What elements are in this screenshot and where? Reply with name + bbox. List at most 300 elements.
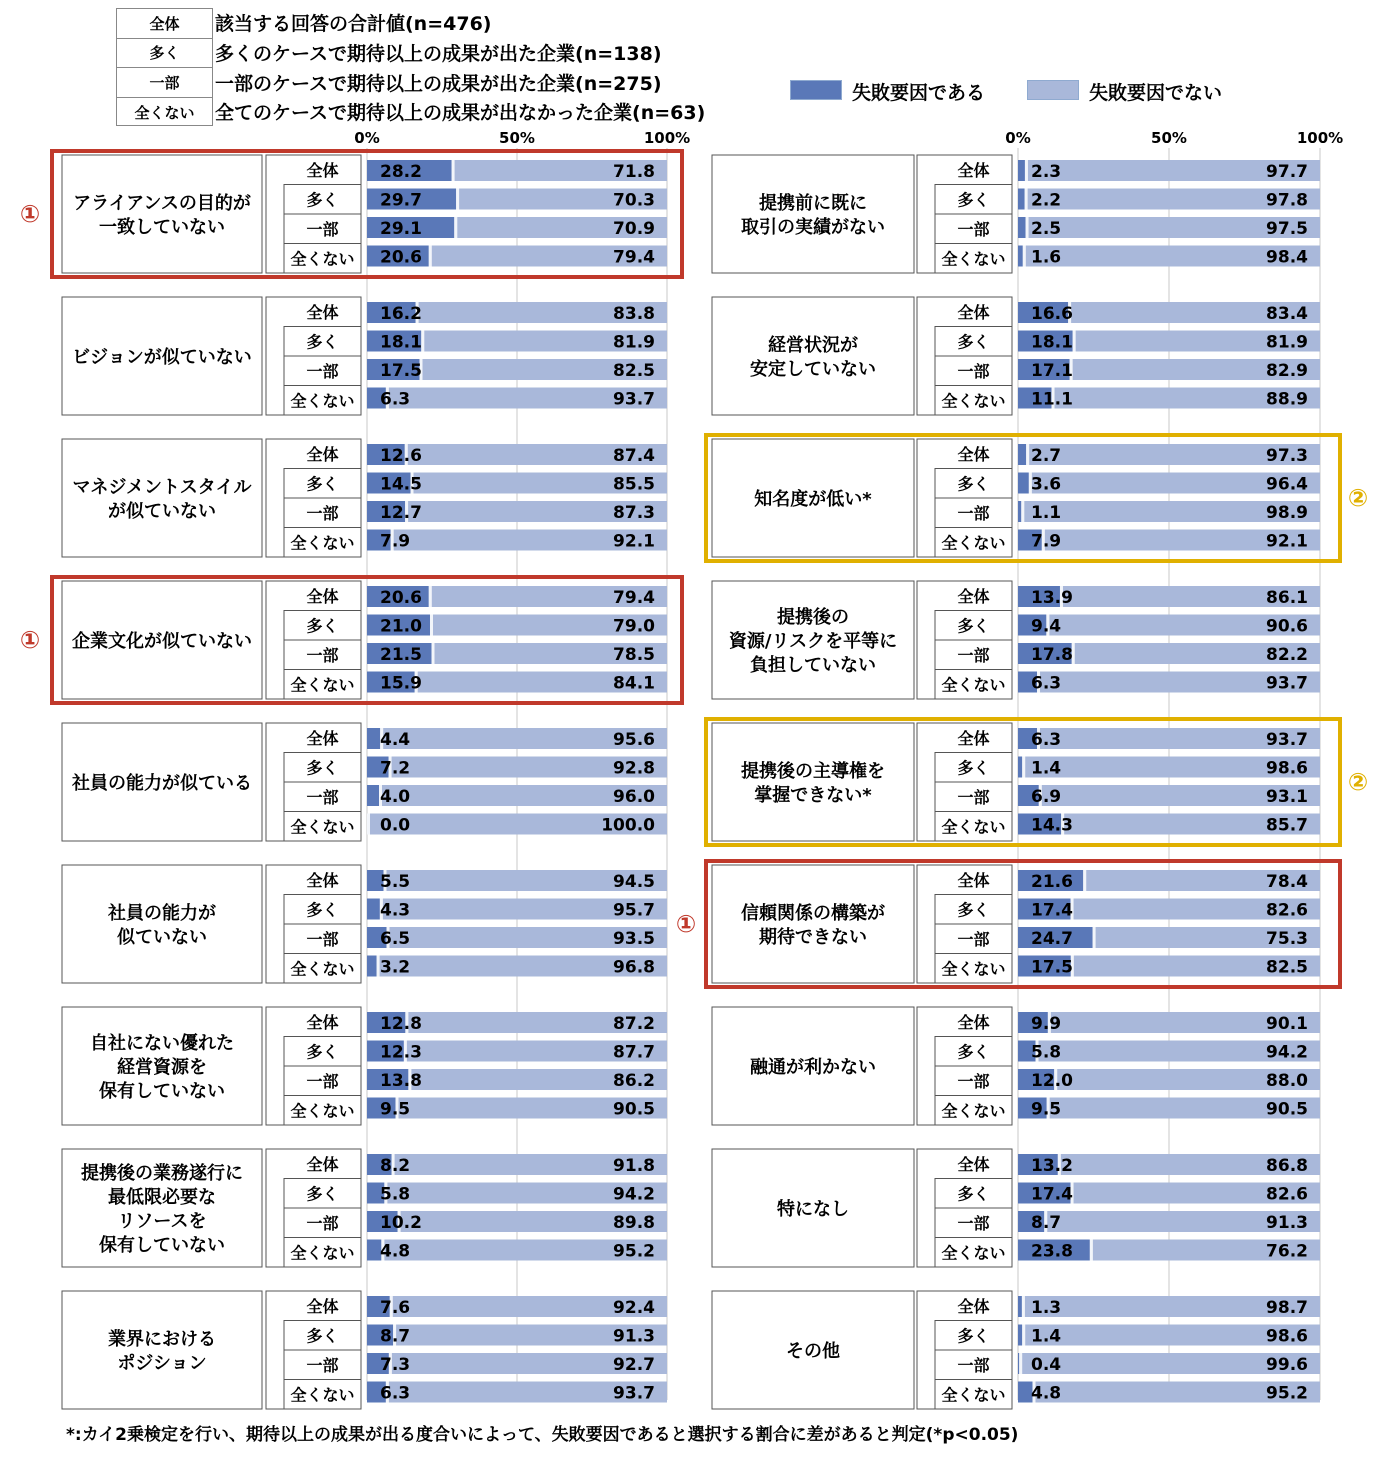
data-label-not-factor: 90.1	[1266, 1014, 1308, 1034]
group-label-0: 全体	[306, 729, 339, 748]
data-label-not-factor: 89.8	[613, 1213, 655, 1233]
data-label-not-factor: 79.4	[613, 247, 655, 268]
group-label-1: 多く	[957, 758, 990, 778]
data-label-is-factor: 4.0	[380, 787, 411, 807]
group-label-3: 全くない	[290, 675, 355, 695]
bar-divider	[1093, 927, 1096, 948]
panel-label-line: 期待できない	[759, 927, 867, 948]
group-label-2: 一部	[957, 1214, 990, 1233]
group-label-3: 全くない	[941, 817, 1006, 837]
panel-label-line: 提携前に既に	[759, 193, 867, 214]
data-label-not-factor: 82.9	[1266, 361, 1308, 381]
group-label-1: 多く	[957, 1042, 990, 1062]
data-label-not-factor: 93.7	[1266, 730, 1308, 750]
data-label-not-factor: 95.6	[613, 730, 655, 750]
data-label-is-factor: 21.6	[1031, 872, 1073, 892]
data-label-not-factor: 92.1	[613, 531, 655, 552]
data-label-is-factor: 8.7	[1031, 1213, 1062, 1233]
panel-label-box	[712, 297, 914, 415]
data-label-not-factor: 94.2	[1266, 1042, 1308, 1063]
group-label-3: 全くない	[941, 675, 1006, 695]
data-label-is-factor: 24.7	[1031, 929, 1073, 949]
group-label-1: 多く	[957, 900, 990, 920]
group-label-0: 全体	[306, 587, 339, 606]
panel-label-box	[712, 723, 914, 841]
data-label-is-factor: 5.8	[380, 1184, 411, 1205]
data-label-is-factor: 7.3	[380, 1355, 411, 1375]
data-label-not-factor: 86.1	[1266, 588, 1308, 608]
group-label-1: 多く	[957, 1326, 990, 1346]
panel-label-box	[712, 155, 914, 273]
data-label-not-factor: 90.6	[1266, 616, 1308, 637]
data-label-not-factor: 97.8	[1266, 190, 1308, 211]
panel-label-line: 自社にない優れた	[90, 1033, 234, 1054]
data-label-not-factor: 97.3	[1266, 446, 1308, 466]
data-label-not-factor: 83.4	[1266, 304, 1308, 324]
group-label-0: 全体	[957, 729, 990, 748]
panel-label-line: ビジョンが似ていない	[72, 347, 252, 368]
x-tick-label-0-100: 100%	[643, 129, 691, 147]
group-label-3: 全くない	[941, 1385, 1006, 1405]
data-label-not-factor: 87.4	[613, 446, 655, 466]
group-label-2: 一部	[306, 1072, 339, 1091]
group-label-1: 多く	[306, 332, 339, 352]
group-label-2: 一部	[306, 788, 339, 807]
data-label-is-factor: 8.7	[380, 1326, 411, 1347]
group-label-2: 一部	[957, 504, 990, 523]
group-label-0: 全体	[306, 1013, 339, 1032]
data-label-not-factor: 75.3	[1266, 929, 1308, 949]
data-label-is-factor: 17.8	[1031, 645, 1073, 665]
bar-is-factor	[1018, 1353, 1019, 1374]
data-label-is-factor: 9.9	[1031, 1014, 1062, 1034]
bar-divider	[429, 586, 432, 607]
data-label-is-factor: 13.2	[1031, 1156, 1073, 1176]
x-tick-label-0-50: 50%	[499, 129, 535, 147]
panel-label-line: マネジメントスタイル	[72, 477, 252, 498]
data-label-is-factor: 6.3	[380, 389, 411, 410]
group-label-1: 多く	[306, 758, 339, 778]
data-label-not-factor: 94.5	[613, 872, 655, 892]
group-label-0: 全体	[957, 1013, 990, 1032]
x-tick-label-0-0: 0%	[354, 129, 380, 147]
group-label-0: 全体	[957, 587, 990, 606]
data-label-is-factor: 29.7	[380, 190, 422, 211]
data-label-is-factor: 18.1	[1031, 332, 1073, 353]
panel-label-line: 特になし	[777, 1199, 849, 1220]
group-label-0: 全体	[306, 1155, 339, 1174]
data-label-is-factor: 11.1	[1031, 389, 1073, 410]
data-label-not-factor: 85.7	[1266, 815, 1308, 836]
data-label-is-factor: 16.6	[1031, 304, 1073, 324]
data-label-is-factor: 0.0	[380, 815, 411, 836]
x-tick-label-1-0: 0%	[1005, 129, 1031, 147]
bar-is-factor	[367, 899, 380, 920]
group-label-2: 一部	[306, 1356, 339, 1375]
data-label-not-factor: 87.2	[613, 1014, 655, 1034]
panel-label-box	[62, 155, 262, 273]
group-label-2: 一部	[306, 646, 339, 665]
bar-divider	[1026, 444, 1029, 465]
bar-is-factor	[1018, 501, 1021, 522]
data-label-not-factor: 100.0	[601, 815, 655, 836]
data-label-is-factor: 3.6	[1031, 474, 1062, 495]
bar-divider	[452, 160, 455, 181]
data-label-is-factor: 12.0	[1031, 1071, 1073, 1091]
x-tick-label-1-50: 50%	[1151, 129, 1187, 147]
panel-label-line: 社員の能力が	[108, 903, 216, 924]
group-label-0: 全体	[306, 445, 339, 464]
significance-mark: ①	[675, 910, 697, 938]
data-label-is-factor: 7.9	[380, 531, 411, 552]
bar-is-factor	[1018, 160, 1025, 181]
data-label-is-factor: 23.8	[1031, 1241, 1073, 1262]
data-label-is-factor: 20.6	[380, 588, 422, 608]
legend-desc-total: 該当する回答の合計値(n=476)	[215, 13, 492, 35]
panel-label-line: 負担していない	[750, 655, 876, 676]
group-label-1: 多く	[957, 616, 990, 636]
data-label-not-factor: 98.9	[1266, 503, 1308, 523]
data-label-is-factor: 4.8	[380, 1241, 411, 1262]
data-label-not-factor: 98.4	[1266, 247, 1308, 268]
data-label-not-factor: 90.5	[613, 1099, 655, 1120]
data-label-not-factor: 92.4	[613, 1298, 655, 1318]
data-label-not-factor: 82.6	[1266, 900, 1308, 921]
data-label-not-factor: 93.7	[613, 1383, 655, 1404]
group-label-1: 多く	[306, 190, 339, 210]
legend-label-is-factor: 失敗要因である	[852, 82, 986, 104]
panel-label-line: 社員の能力が似ている	[72, 773, 252, 794]
bar-divider	[1022, 1296, 1025, 1317]
bar-divider	[1023, 246, 1026, 267]
data-label-is-factor: 0.4	[1031, 1355, 1062, 1375]
data-label-not-factor: 94.2	[613, 1184, 655, 1205]
panel-label-line: アライアンスの目的が	[73, 193, 251, 214]
footnote: *:カイ2乗検定を行い、期待以上の成果が出る度合いによって、失敗要因であると選択する割合に差があると判定(*p<0.05)	[66, 1425, 1019, 1445]
bar-is-factor	[1018, 444, 1026, 465]
group-label-0: 全体	[306, 871, 339, 890]
panel-label-line: 保有していない	[99, 1235, 225, 1256]
panel-label-line: 業界における	[108, 1329, 216, 1350]
data-label-not-factor: 70.3	[613, 190, 655, 211]
group-label-2: 一部	[306, 1214, 339, 1233]
data-label-is-factor: 13.8	[380, 1071, 422, 1091]
data-label-is-factor: 4.8	[1031, 1383, 1062, 1404]
group-label-3: 全くない	[290, 249, 355, 269]
group-label-3: 全くない	[941, 533, 1006, 553]
bar-is-factor	[1018, 217, 1026, 238]
data-label-is-factor: 28.2	[380, 162, 422, 182]
group-label-2: 一部	[957, 362, 990, 381]
bar-divider	[454, 217, 457, 238]
data-label-not-factor: 88.9	[1266, 389, 1308, 410]
bar-is-factor	[1018, 189, 1025, 210]
panel-label-line: が似ていない	[108, 501, 216, 522]
data-label-not-factor: 79.0	[613, 616, 655, 637]
group-label-0: 全体	[957, 871, 990, 890]
group-label-1: 多く	[306, 1042, 339, 1062]
panel-label-line: 掌握できない*	[754, 785, 872, 806]
data-label-not-factor: 86.8	[1266, 1156, 1308, 1176]
group-label-0: 全体	[306, 303, 339, 322]
bar-is-factor	[1018, 1325, 1022, 1346]
group-label-3: 全くない	[290, 817, 355, 837]
group-label-2: 一部	[957, 1356, 990, 1375]
data-label-is-factor: 1.4	[1031, 758, 1062, 779]
data-label-is-factor: 17.4	[1031, 900, 1073, 921]
data-label-is-factor: 6.9	[1031, 787, 1062, 807]
group-label-1: 多く	[306, 1326, 339, 1346]
bar-divider	[1026, 217, 1029, 238]
data-label-is-factor: 13.9	[1031, 588, 1073, 608]
data-label-is-factor: 7.9	[1031, 531, 1062, 552]
panel-label-line: 経営資源を	[117, 1057, 207, 1078]
data-label-is-factor: 12.8	[380, 1014, 422, 1034]
data-label-not-factor: 98.7	[1266, 1298, 1308, 1318]
data-label-not-factor: 91.3	[613, 1326, 655, 1347]
group-label-2: 一部	[957, 646, 990, 665]
group-label-1: 多く	[957, 190, 990, 210]
x-tick-label-1-100: 100%	[1296, 129, 1344, 147]
data-label-is-factor: 3.2	[380, 957, 411, 978]
data-label-not-factor: 99.6	[1266, 1355, 1308, 1375]
panel-label-line: 知名度が低い*	[754, 489, 872, 510]
data-label-not-factor: 82.5	[1266, 957, 1308, 978]
panel-label-line: 一致していない	[99, 217, 225, 238]
bar-divider	[1025, 160, 1028, 181]
group-label-0: 全体	[957, 161, 990, 180]
data-label-not-factor: 70.9	[613, 219, 655, 239]
data-label-is-factor: 17.1	[1031, 361, 1073, 381]
group-label-1: 多く	[957, 332, 990, 352]
data-label-not-factor: 78.4	[1266, 872, 1308, 892]
data-label-is-factor: 20.6	[380, 247, 422, 268]
group-label-0: 全体	[957, 303, 990, 322]
group-label-2: 一部	[957, 220, 990, 239]
data-label-is-factor: 1.6	[1031, 247, 1062, 268]
data-label-is-factor: 1.1	[1031, 503, 1062, 523]
significance-mark: ①	[19, 200, 41, 228]
data-label-not-factor: 96.4	[1266, 474, 1308, 495]
group-label-2: 一部	[957, 930, 990, 949]
data-label-is-factor: 1.4	[1031, 1326, 1062, 1347]
group-label-1: 多く	[306, 474, 339, 494]
data-label-not-factor: 83.8	[613, 304, 655, 324]
data-label-not-factor: 96.8	[613, 957, 655, 978]
data-label-is-factor: 17.5	[1031, 957, 1073, 978]
data-label-is-factor: 6.5	[380, 929, 411, 949]
bar-divider	[1083, 870, 1086, 891]
group-label-3: 全くない	[290, 959, 355, 979]
group-label-2: 一部	[306, 220, 339, 239]
bar-divider	[1021, 501, 1024, 522]
data-label-not-factor: 95.2	[1266, 1383, 1308, 1404]
group-label-1: 多く	[957, 1184, 990, 1204]
group-label-0: 全体	[306, 161, 339, 180]
data-label-not-factor: 93.5	[613, 929, 655, 949]
data-label-not-factor: 95.2	[613, 1241, 655, 1262]
data-label-is-factor: 12.3	[380, 1042, 422, 1063]
bar-divider	[1025, 189, 1028, 210]
significance-mark: ②	[1347, 768, 1369, 796]
data-label-is-factor: 9.5	[1031, 1099, 1062, 1120]
panel-label-line: 提携後の	[777, 607, 849, 628]
panel-label-line: 最低限必要な	[108, 1187, 216, 1208]
bar-is-factor	[1018, 1296, 1022, 1317]
data-label-is-factor: 17.5	[380, 361, 422, 381]
data-label-is-factor: 6.3	[1031, 673, 1062, 694]
data-label-is-factor: 6.3	[380, 1383, 411, 1404]
panel-label-line: リソースを	[117, 1211, 207, 1232]
panel-label-box	[712, 865, 914, 983]
panel-label-line: 提携後の業務遂行に	[81, 1163, 243, 1184]
data-label-not-factor: 96.0	[613, 787, 655, 807]
data-label-not-factor: 78.5	[613, 645, 655, 665]
data-label-is-factor: 2.7	[1031, 446, 1062, 466]
bar-is-factor	[1018, 473, 1029, 494]
panel-label-line: 経営状況が	[768, 335, 858, 356]
data-label-not-factor: 87.3	[613, 503, 655, 523]
bar-is-factor	[367, 728, 380, 749]
group-label-2: 一部	[306, 362, 339, 381]
data-label-is-factor: 16.2	[380, 304, 422, 324]
group-label-3: 全くない	[290, 391, 355, 411]
data-label-not-factor: 71.8	[613, 162, 655, 182]
data-label-is-factor: 29.1	[380, 219, 422, 239]
panel-label-line: その他	[786, 1341, 840, 1362]
data-label-is-factor: 5.5	[380, 872, 411, 892]
data-label-is-factor: 14.3	[1031, 815, 1073, 836]
legend-desc-none: 全てのケースで期待以上の成果が出なかった企業(n=63)	[215, 102, 706, 124]
bar-divider	[1022, 757, 1025, 778]
data-label-is-factor: 9.4	[1031, 616, 1062, 637]
group-label-0: 全体	[957, 1297, 990, 1316]
data-label-is-factor: 12.6	[380, 446, 422, 466]
bar-divider	[1022, 1325, 1025, 1346]
legend-code-none: 全くない	[134, 103, 195, 122]
data-label-not-factor: 82.5	[613, 361, 655, 381]
data-label-not-factor: 76.2	[1266, 1241, 1308, 1262]
legend-code-total: 全体	[117, 9, 212, 39]
data-label-not-factor: 84.1	[613, 673, 655, 694]
bar-divider	[456, 189, 459, 210]
legend-code-many: 多く	[117, 39, 212, 69]
group-label-3: 全くない	[290, 1385, 355, 1405]
panel-label-line: 保有していない	[99, 1081, 225, 1102]
data-label-not-factor: 87.7	[613, 1042, 655, 1063]
data-label-not-factor: 91.8	[613, 1156, 655, 1176]
data-label-not-factor: 97.5	[1266, 219, 1308, 239]
data-label-not-factor: 92.1	[1266, 531, 1308, 552]
group-label-3: 全くない	[941, 1101, 1006, 1121]
legend-desc-some: 一部のケースで期待以上の成果が出た企業(n=275)	[215, 73, 662, 95]
panel-label-line: 融通が利かない	[750, 1057, 876, 1078]
data-label-is-factor: 2.3	[1031, 162, 1062, 182]
group-label-0: 全体	[957, 1155, 990, 1174]
data-label-not-factor: 93.1	[1266, 787, 1308, 807]
data-label-not-factor: 93.7	[613, 389, 655, 410]
data-label-not-factor: 91.3	[1266, 1213, 1308, 1233]
data-label-is-factor: 10.2	[380, 1213, 422, 1233]
data-label-is-factor: 7.2	[380, 758, 411, 779]
group-label-3: 全くない	[941, 391, 1006, 411]
legend-desc-many: 多くのケースで期待以上の成果が出た企業(n=138)	[215, 43, 662, 65]
panel-label-box	[62, 1291, 262, 1409]
group-label-3: 全くない	[290, 533, 355, 553]
data-label-is-factor: 2.5	[1031, 219, 1062, 239]
group-label-3: 全くない	[941, 249, 1006, 269]
panel-label-line: ポジション	[117, 1353, 207, 1374]
data-label-not-factor: 95.7	[613, 900, 655, 921]
group-label-2: 一部	[957, 1072, 990, 1091]
panel-label-line: 企業文化が似ていない	[72, 631, 252, 652]
group-label-3: 全くない	[941, 1243, 1006, 1263]
panel-label-line: 資源/リスクを平等に	[728, 631, 898, 652]
data-label-not-factor: 85.5	[613, 474, 655, 495]
data-label-is-factor: 7.6	[380, 1298, 411, 1318]
bar-divider	[429, 246, 432, 267]
data-label-not-factor: 81.9	[613, 332, 655, 353]
data-label-is-factor: 21.0	[380, 616, 422, 637]
data-label-not-factor: 97.7	[1266, 162, 1308, 182]
bar-divider	[430, 615, 433, 636]
data-label-is-factor: 1.3	[1031, 1298, 1062, 1318]
data-label-not-factor: 98.6	[1266, 1326, 1308, 1347]
significance-mark: ①	[19, 626, 41, 654]
legend-label-not-factor: 失敗要因でない	[1089, 82, 1223, 104]
data-label-not-factor: 98.6	[1266, 758, 1308, 779]
data-label-is-factor: 8.2	[380, 1156, 411, 1176]
bar-divider	[1090, 1240, 1093, 1261]
panel-label-line: 安定していない	[750, 359, 876, 380]
data-label-not-factor: 79.4	[613, 588, 655, 608]
data-label-is-factor: 6.3	[1031, 730, 1062, 750]
group-label-1: 多く	[957, 474, 990, 494]
group-label-2: 一部	[957, 788, 990, 807]
bar-is-factor	[1018, 246, 1023, 267]
data-label-not-factor: 81.9	[1266, 332, 1308, 353]
panel-label-line: 似ていない	[117, 927, 207, 948]
group-label-0: 全体	[306, 1297, 339, 1316]
bar-divider	[1019, 1353, 1022, 1374]
group-label-3: 全くない	[290, 1101, 355, 1121]
group-label-1: 多く	[306, 616, 339, 636]
panel-label-line: 信頼関係の構築が	[741, 903, 885, 924]
data-label-not-factor: 92.7	[613, 1355, 655, 1375]
bar-is-factor	[1018, 757, 1022, 778]
group-label-1: 多く	[306, 1184, 339, 1204]
group-label-3: 全くない	[941, 959, 1006, 979]
bar-divider	[367, 814, 370, 835]
group-label-3: 全くない	[290, 1243, 355, 1263]
panel-label-line: 提携後の主導権を	[741, 761, 885, 782]
panel-label-line: 取引の実績がない	[741, 217, 885, 238]
bar-divider	[432, 643, 435, 664]
group-label-2: 一部	[306, 930, 339, 949]
data-label-not-factor: 86.2	[613, 1071, 655, 1091]
data-label-is-factor: 4.4	[380, 730, 411, 750]
data-label-is-factor: 2.2	[1031, 190, 1062, 211]
data-label-is-factor: 12.7	[380, 503, 422, 523]
data-label-not-factor: 92.8	[613, 758, 655, 779]
bar-is-factor	[367, 785, 379, 806]
data-label-not-factor: 82.6	[1266, 1184, 1308, 1205]
data-label-is-factor: 4.3	[380, 900, 411, 921]
bar-divider	[1073, 331, 1076, 352]
panel-label-box	[62, 439, 262, 557]
data-label-is-factor: 15.9	[380, 673, 422, 694]
data-label-not-factor: 82.2	[1266, 645, 1308, 665]
